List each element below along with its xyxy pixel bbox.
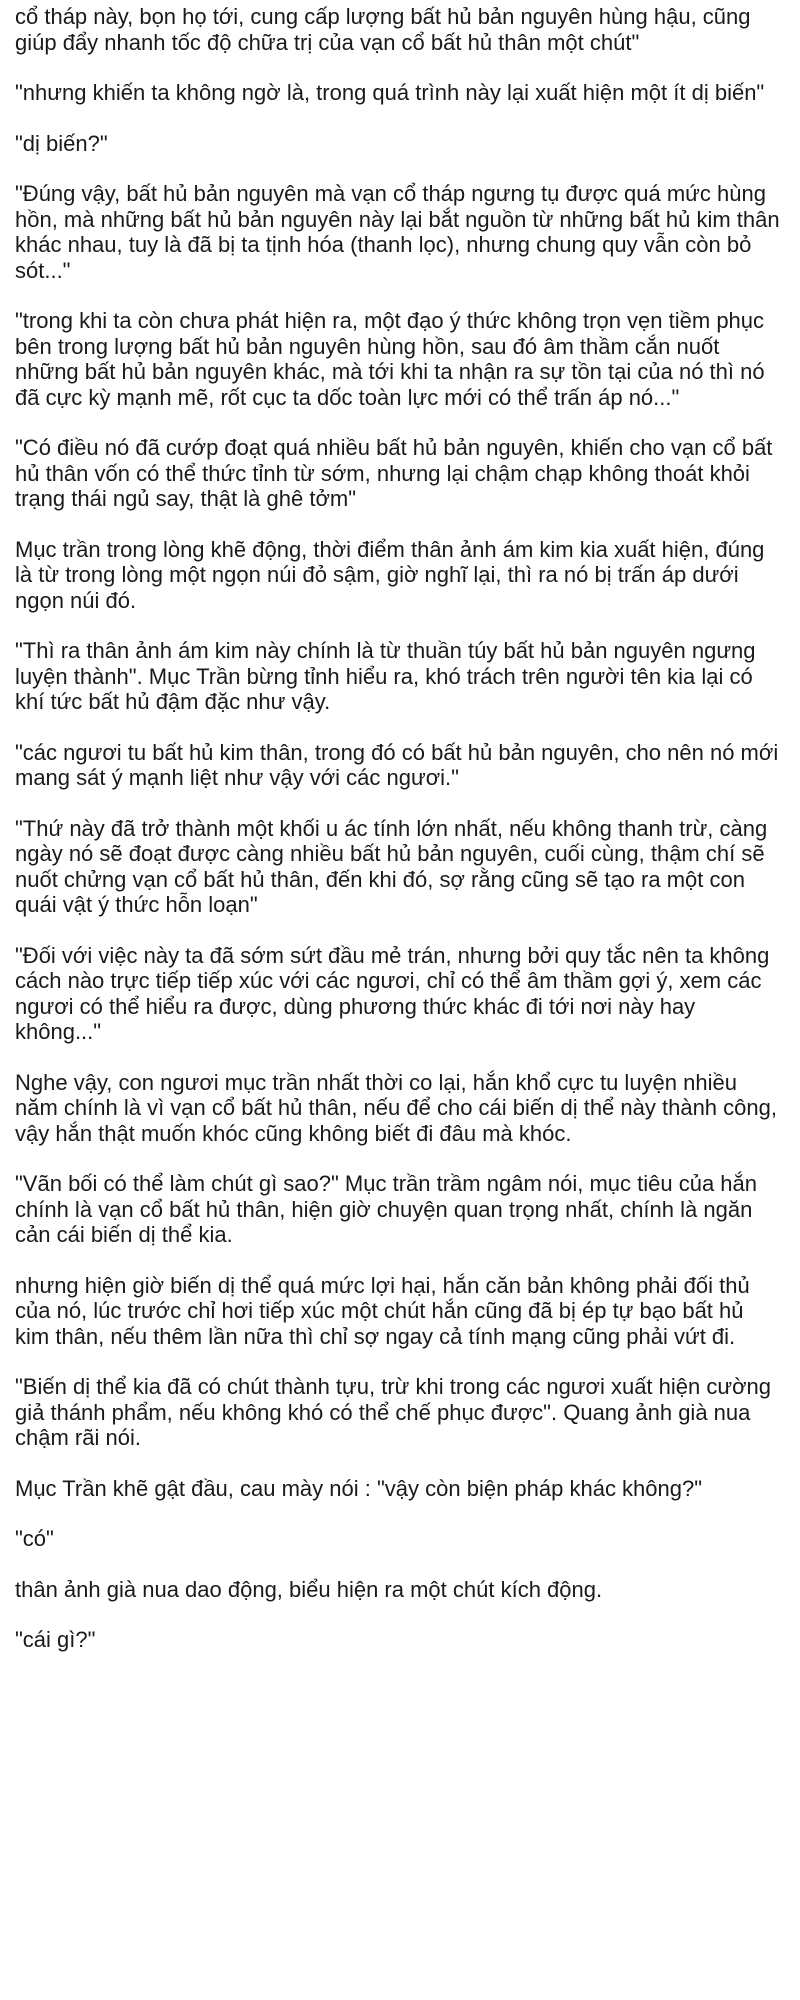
paragraph: "dị biến?" xyxy=(15,130,108,156)
paragraph: thân ảnh già nua dao động, biểu hiện ra một chút kích động. xyxy=(15,1576,603,1602)
paragraph: Mục trần trong lòng khẽ động, thời điểm thân ảnh ám kim kia xuất hiện, đúng là từ trong lòng một ngọn núi đỏ sậm, giờ nghĩ lại, thì ra nó bị trấn áp dưới ngọn núi đó. xyxy=(15,536,765,613)
paragraph: "Vãn bối có thể làm chút gì sao?" Mục trần trầm ngâm nói, mục tiêu của hắn chính là vạn cổ bất hủ thân, hiện giờ chuyện quan trọng nhất, chính là ngăn cản cái biến dị thể kia. xyxy=(15,1171,758,1247)
paragraph: cổ tháp này, bọn họ tới, cung cấp lượng bất hủ bản nguyên hùng hậu, cũng giúp đẩy nhanh tốc độ chữa trị của vạn cổ bất hủ thân một chút" xyxy=(15,4,751,55)
paragraph: "trong khi ta còn chưa phát hiện ra, một đạo ý thức không trọn vẹn tiềm phục bên trong lượng bất hủ bản nguyên hùng hồn, sau đó âm thầm cắn nuốt những bất hủ bản nguyên khác, mà tới khi ta nhận ra sự tồn tại của nó thì nó đã cực kỳ mạnh mẽ, rốt cục ta dốc toàn lực mới có thể trấn áp nó..." xyxy=(15,308,765,410)
paragraph: nhưng hiện giờ biến dị thể quá mức lợi hại, hắn căn bản không phải đối thủ của nó, lúc trước chỉ hơi tiếp xúc một chút hắn cũng đã bị ép tự bạo bất hủ kim thân, nếu thêm lần nữa thì chỉ sợ ngay cả tính mạng cũng phải vứt đi. xyxy=(15,1272,750,1349)
paragraph: "Thứ này đã trở thành một khối u ác tính lớn nhất, nếu không thanh trừ, càng ngày nó sẽ đoạt được càng nhiều bất hủ bản nguyên, cuối cùng, thậm chí sẽ nuốt chửng vạn cổ bất hủ thân, đến khi đó, sợ rằng cũng sẽ tạo ra một con quái vật ý thức hỗn loạn" xyxy=(15,815,768,917)
paragraph: "Thì ra thân ảnh ám kim này chính là từ thuần túy bất hủ bản nguyên ngưng luyện thành". Mục Trần bừng tỉnh hiểu ra, khó trách trên người tên kia lại có khí tức bất hủ đậm đặc như vậy. xyxy=(15,638,756,714)
paragraph: Mục Trần khẽ gật đầu, cau mày nói : "vậy còn biện pháp khác không?" xyxy=(15,1475,703,1501)
paragraph: "Đối với việc này ta đã sớm sứt đầu mẻ trán, nhưng bởi quy tắc nên ta không cách nào trực tiếp tiếp xúc với các ngươi, chỉ có thể âm thầm gợi ý, xem các ngươi có thể hiểu ra được, dùng phương thức khác đi tới nơi này hay không..." xyxy=(15,942,770,1044)
paragraph: "các ngươi tu bất hủ kim thân, trong đó có bất hủ bản nguyên, cho nên nó mới mang sát ý mạnh liệt như vậy với các ngươi." xyxy=(15,739,779,790)
paragraph: "Đúng vậy, bất hủ bản nguyên mà vạn cổ tháp ngưng tụ được quá mức hùng hồn, mà những bất hủ bản nguyên này lại bắt nguồn từ những bất hủ kim thân khác nhau, tuy là đã bị ta tịnh hóa (thanh lọc), nhưng chung quy vẫn còn bỏ sót..." xyxy=(15,181,780,283)
paragraph: "cái gì?" xyxy=(15,1627,96,1652)
paragraph: "Có điều nó đã cướp đoạt quá nhiều bất hủ bản nguyên, khiến cho vạn cổ bất hủ thân vốn có thể thức tỉnh từ sớm, nhưng lại chậm chạp không thoát khỏi trạng thái ngủ say, thật là ghê tởm" xyxy=(15,435,773,511)
paragraph: "có" xyxy=(15,1526,54,1551)
paragraph: Nghe vậy, con ngươi mục trần nhất thời co lại, hắn khổ cực tu luyện nhiều năm chính là vì vạn cổ bất hủ thân, nếu để cho cái biến dị thể này thành công, vậy hắn thật muốn khóc cũng không biết đi đâu mà khóc. xyxy=(15,1069,777,1146)
paragraph: "nhưng khiến ta không ngờ là, trong quá trình này lại xuất hiện một ít dị biến" xyxy=(15,80,765,105)
paragraph: "Biến dị thể kia đã có chút thành tựu, trừ khi trong các ngươi xuất hiện cường giả thánh phẩm, nếu không khó có thể chế phục được". Quang ảnh già nua chậm rãi nói. xyxy=(15,1374,771,1450)
